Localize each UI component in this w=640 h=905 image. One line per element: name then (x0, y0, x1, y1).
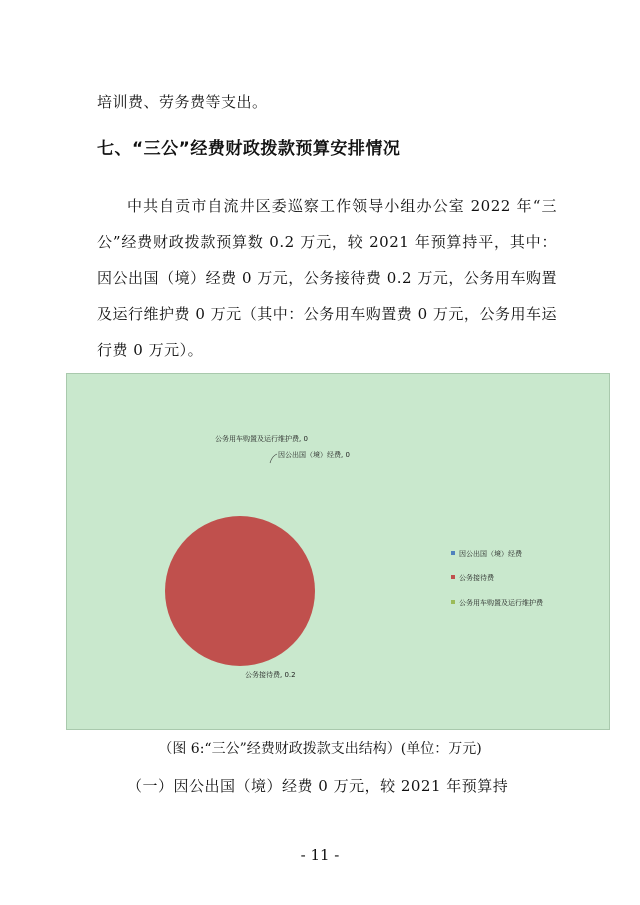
page-number: - 11 - (300, 846, 340, 864)
label-leader-line (270, 454, 277, 463)
line-bottom: （一）因公出国（境）经费 0 万元，较 2021 年预算持 (127, 777, 509, 795)
pie-chart-svg (67, 374, 611, 731)
legend-label-vehicle: 公务用车购置及运行维护费 (459, 599, 543, 607)
legend-swatch-reception (451, 575, 455, 579)
data-label-reception: 公务接待费, 0.2 (245, 671, 296, 679)
legend-label-abroad: 因公出国（境）经费 (459, 550, 522, 558)
line-top: 培训费、劳务费等支出。 (97, 93, 268, 111)
legend-swatch-vehicle (451, 600, 455, 604)
data-label-abroad: 因公出国（境）经费, 0 (278, 451, 350, 459)
budget-paragraph: 中共自贡市自流井区委巡察工作领导小组办公室 2022 年“三公”经费财政拨款预算数 0.2 万元，较 2021 年预算持平，其中：因公出国（境）经费 0 万元，公务接待费 0.2 万元，公务用车购置及运行维护费 0 万元（其中：公务用车购置费 0 万元，公务用车运行费 0 万元）。 (97, 197, 557, 359)
section-heading: 七、“三公”经费财政拨款预算安排情况 (97, 139, 401, 159)
data-label-vehicle: 公务用车购置及运行维护费, 0 (215, 435, 308, 443)
figure-caption: （图 6:“三公”经费财政拨款支出结构）(单位：万元) (158, 741, 482, 757)
pie-slice-reception (165, 516, 315, 666)
legend-swatch-abroad (451, 551, 455, 555)
legend-label-reception: 公务接待费 (459, 574, 494, 582)
pie-chart (66, 373, 610, 730)
